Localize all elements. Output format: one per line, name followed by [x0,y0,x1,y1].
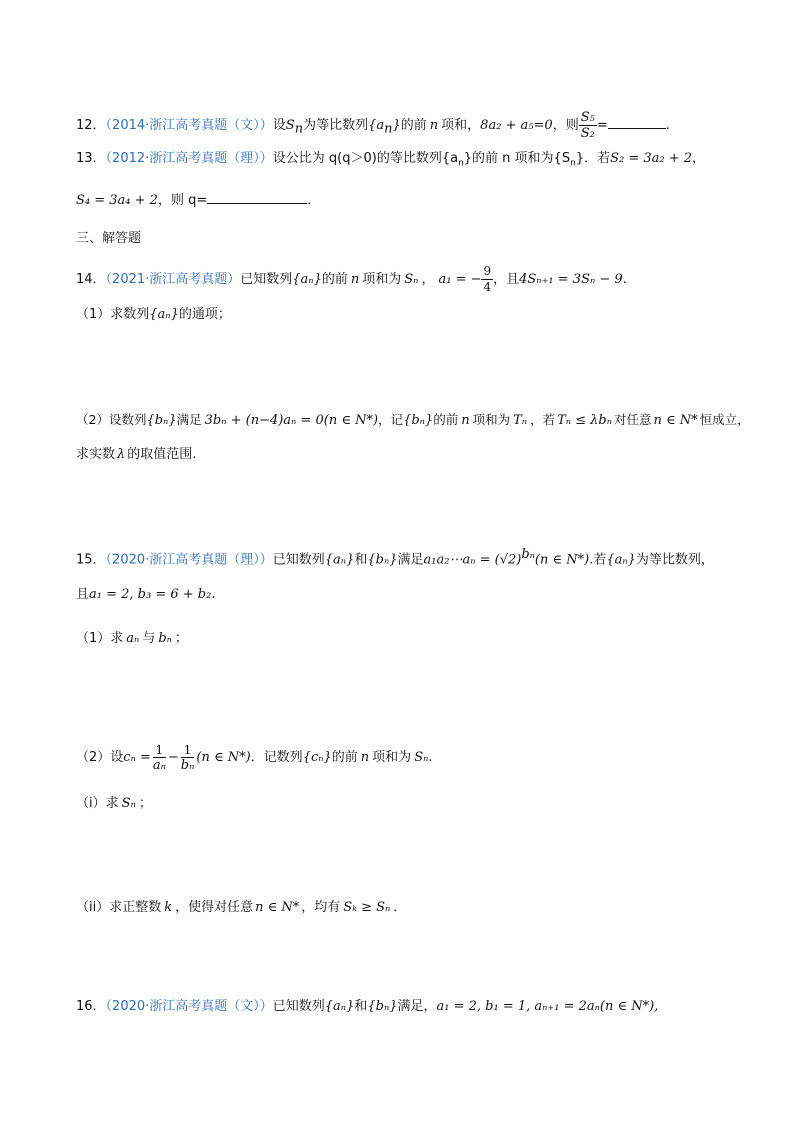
question-source: （2020·浙江高考真题（文）） [105,999,273,1014]
text: ．记数列 [250,750,303,765]
math: } [392,118,401,133]
text: 项和为 [362,272,402,287]
question-source: （2014·浙江高考真题（文）） [105,118,273,133]
text: 和 [354,999,368,1014]
text: 满足 [176,412,202,427]
text: . [622,272,627,287]
math: cₙ = [123,750,151,765]
math: n [429,118,439,133]
math: Sₙ [414,750,429,765]
text: 对任意 [614,412,652,427]
fraction [181,742,195,773]
text: 与 [142,631,156,646]
fraction-denominator: aₙ [152,758,166,773]
math: Sₖ ≥ Sₙ [343,900,391,915]
text: 的通项； [178,307,231,322]
math: aₙ [126,631,140,646]
math: {aₙ} [324,999,355,1014]
question-16 [76,998,658,1016]
math-equation: S₄ = 3a₄ + 2 [76,193,158,208]
math: {aₙ} [292,272,322,287]
math: k [164,900,173,915]
text: ，使得对任意 [175,900,254,915]
math: {bₙ} [367,552,398,568]
math: λ [117,447,126,462]
fraction-denominator: bₙ [180,758,195,773]
question-15-part-2-i [76,795,152,813]
text: ，且 [493,272,520,287]
math-sub: n [384,121,393,137]
question-number: 12． [76,118,106,133]
math-equation: 8a₂ + a₅=0 [480,118,553,133]
math-equation: a₁ = 2, b₁ = 1, aₙ₊₁ = 2aₙ(n ∈ N*), [436,999,659,1014]
text: ，则 [552,118,579,133]
text: . [211,587,216,602]
question-15-part-2-ii [76,899,406,917]
fraction [481,264,493,295]
math-sub: n [570,158,576,169]
question-15 [76,546,714,569]
text: 恒成立， [699,412,750,427]
text: （2）设 [76,750,124,765]
text: 为等比数列， [635,552,714,568]
text: 项和为 [372,750,412,765]
text: 设公比为 q(q＞0)的等比数列{a [272,151,459,166]
text: 求实数 [76,447,116,462]
question-number: 15． [76,552,106,568]
question-13-line-2 [76,191,320,210]
math: {a [368,118,385,133]
math-equation: a₁ = 2, b₃ = 6 + b₂ [89,587,212,602]
math: bₙ [158,631,172,646]
math: (n ∈ N*) [534,552,590,568]
math: Tₙ [513,413,528,428]
fraction-numerator: 9 [483,264,492,278]
question-14-part-1 [76,306,231,324]
math: n [360,750,370,765]
question-number: 14． [76,272,106,287]
text: . [665,118,670,133]
math: {aₙ} [324,552,355,568]
text: .若 [589,552,607,568]
text: 和 [354,552,368,568]
fraction [579,110,597,141]
text: . [428,750,433,765]
math-equation: 4Sₙ₊₁ = 3Sₙ − 9 [519,272,623,287]
question-12 [76,110,670,141]
text: 的前 [433,412,459,427]
text: 项和为 [472,412,511,427]
math: n ∈ N* [255,900,300,915]
math-sub: n [458,158,464,169]
question-source: （2020·浙江高考真题（理）） [105,552,273,568]
math-equation: 3bₙ + (n−4)aₙ = 0(n ∈ N*) [204,413,379,428]
text: 的前 [331,750,358,765]
text: ； [138,796,152,811]
text: ，则 q= [157,193,208,208]
math: Sₙ [404,272,419,287]
question-15-line-2 [76,586,215,604]
text: }的前 n 项和为{S [463,151,571,166]
text: ，均有 [301,900,341,915]
question-14-part-2 [76,411,750,430]
text: ； [174,631,188,646]
text: （i）求 [76,796,119,811]
math: n [350,272,360,287]
math: {bₙ} [146,413,177,428]
text: 的取值范围. [127,447,197,462]
fraction-numerator: 1 [181,742,195,758]
fraction-numerator: 1 [153,742,166,758]
text: 为等比数列 [303,118,369,133]
text: （2）设数列 [76,412,147,427]
text: 且 [76,587,90,602]
text: ，若 [530,412,556,427]
text: 满足， [397,999,437,1014]
text: （1）求 [76,631,124,646]
math: {cₙ} [302,750,332,765]
text: ． [307,193,321,208]
text: （ii）求正整数 [76,900,162,915]
fraction [153,742,166,773]
text: = [596,118,608,133]
answer-blank[interactable] [608,116,666,129]
fraction-denominator: 4 [483,280,492,294]
math-sub: n [294,121,304,137]
section-heading: 三、解答题 [76,231,142,246]
text: 的前 [400,118,427,133]
math: S [285,118,295,133]
math: n ∈ N* [653,413,698,428]
question-number: 16． [76,999,106,1014]
math: a₁ = − [438,272,482,287]
math: {bₙ} [403,413,434,428]
math: {aₙ} [149,307,179,322]
math: {bₙ} [367,999,398,1014]
question-15-part-1 [76,630,188,648]
math: − [167,750,179,765]
math: Sₙ [121,796,136,811]
text: ， [421,272,435,287]
question-source: （2012·浙江高考真题（理）） [105,151,273,166]
fraction-numerator: S₅ [580,110,595,125]
math-equation: S₂ = 3a₂ + 2 [610,151,693,166]
question-number: 13． [76,151,106,166]
question-source: （2021·浙江高考真题） [105,272,241,287]
text: 已知数列 [272,999,325,1014]
math: (n ∈ N*) [196,750,251,765]
fraction-denominator: S₂ [580,126,595,141]
text: 满足 [397,552,424,568]
math: {aₙ} [606,552,636,568]
question-14 [76,264,627,295]
text: 设 [272,118,286,133]
question-15-part-2 [76,742,433,773]
math: n [461,413,470,428]
answer-blank[interactable] [207,191,307,204]
question-14-part-2-line-2 [76,446,196,464]
text: 的前 [321,272,348,287]
text: ，记 [378,412,404,427]
text: （1）求数列 [76,307,150,322]
text: 已知数列 [240,272,293,287]
math-sup: bₙ [521,547,535,562]
text: 项和， [441,118,481,133]
text: ， [692,151,706,166]
text: }．若 [575,151,611,166]
math-equation: a₁a₂⋯aₙ = (√2) [423,552,522,568]
question-13 [76,150,705,173]
math: Tₙ ≤ λbₙ [557,413,613,428]
text: 已知数列 [272,552,325,568]
text: ． [393,900,407,915]
